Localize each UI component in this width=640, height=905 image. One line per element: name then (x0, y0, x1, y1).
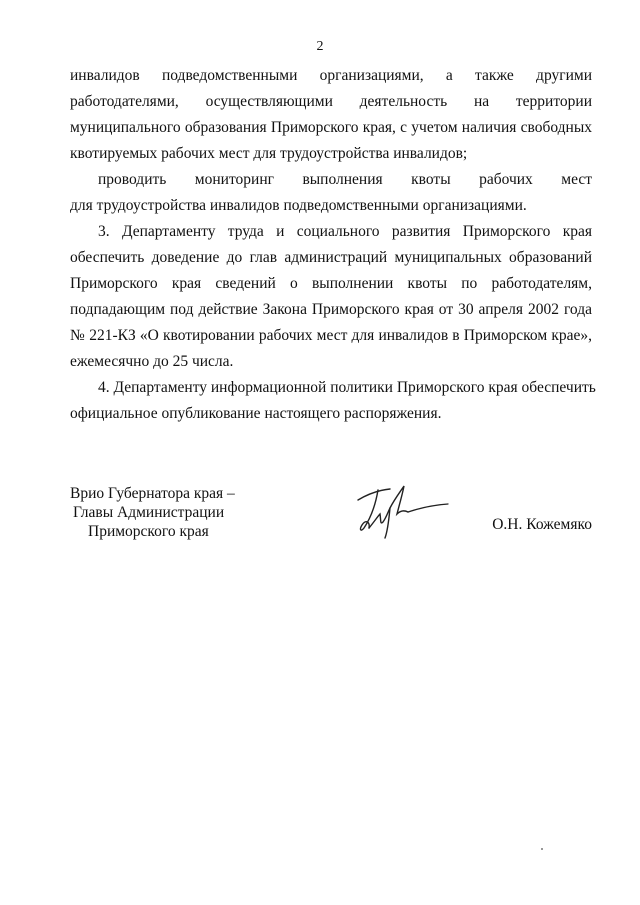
body-line: Приморского края сведений о выполнении квоты по работодателям, (70, 275, 592, 292)
body-line: для трудоустройства инвалидов подведомственными организациями. (70, 197, 527, 214)
signatory-title-line: Приморского края (88, 523, 209, 540)
body-line: обеспечить доведение до глав администраций муниципальных образований (70, 249, 592, 266)
signatory-title-line: Главы Администрации (73, 504, 225, 521)
body-line: муниципального образования Приморского края, с учетом наличия свободных (70, 119, 592, 136)
body-line: инвалидов подведомственными организациями, а также другими (70, 67, 592, 84)
handwritten-signature (350, 478, 460, 542)
signatory-title-line: Врио Губернатора края – (70, 485, 235, 502)
page-number: 2 (316, 39, 324, 54)
body-line: № 221-КЗ «О квотировании рабочих мест для инвалидов в Приморском крае», (70, 327, 592, 344)
body-line: 3. Департаменту труда и социального развития Приморского края (98, 223, 592, 240)
signer-name: О.Н. Кожемяко (492, 516, 592, 533)
body-line: 4. Департаменту информационной политики Приморского края обеспечить (98, 379, 596, 396)
body-line: официальное опубликование настоящего распоряжения. (70, 405, 442, 422)
body-line: подпадающим под действие Закона Приморского края от 30 апреля 2002 года (70, 301, 592, 318)
signatory-title (70, 484, 235, 541)
body-line: проводить мониторинг выполнения квоты рабочих мест (98, 171, 592, 188)
body-line: работодателями, осуществляющими деятельность на территории (70, 93, 592, 110)
scan-speck (541, 848, 543, 850)
body-line: квотируемых рабочих мест для трудоустройства инвалидов; (70, 145, 468, 162)
body-line: ежемесячно до 25 числа. (70, 353, 234, 370)
